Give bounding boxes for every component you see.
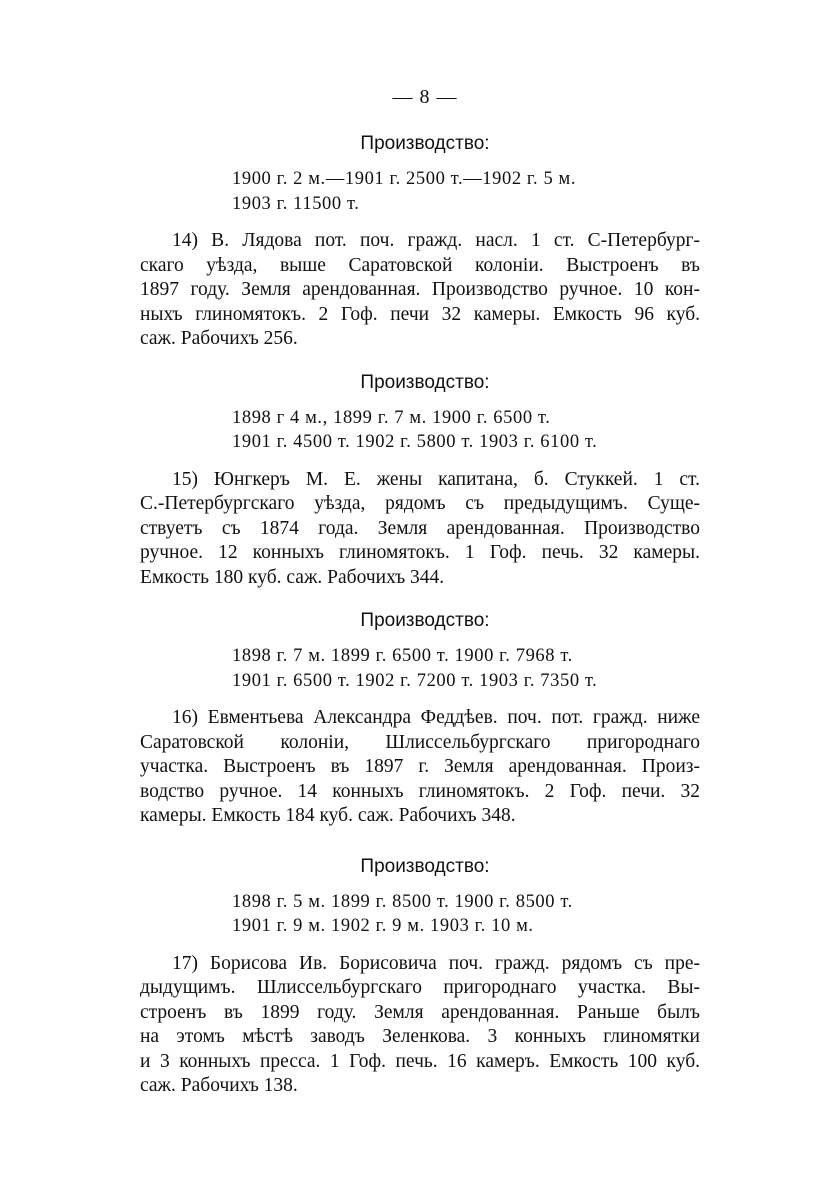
entry-line: скаго уѣзда, выше Саратовской колоніи. Выстроенъ въ bbox=[140, 254, 700, 276]
entry-line: Саратовской колоніи, Шлиссельбургскаго пригороднаго bbox=[140, 731, 700, 753]
entry-line: С.-Петербургскаго уѣзда, рядомъ съ предыдущимъ. Суще- bbox=[140, 493, 700, 514]
production-heading: Производство: bbox=[360, 371, 490, 393]
entry-line: 14) В. Лядова пот. поч. гражд. насл. 1 ст. С-Петербург- bbox=[172, 230, 700, 251]
entry-line: 16) Евментьева Александра Феддѣев. поч. пот. гражд. ниже bbox=[172, 707, 700, 728]
factory-entry bbox=[140, 706, 700, 829]
entry-line: 1897 году. Земля арендованная. Производство ручное. 10 кон- bbox=[140, 279, 700, 300]
production-line: 1898 г. 7 м. 1899 г. 6500 т. 1900 г. 7968 т. bbox=[232, 646, 573, 666]
factory-entry bbox=[140, 952, 700, 1099]
production-figures bbox=[140, 406, 700, 455]
entry-line: строенъ въ 1899 году. Земля арендованная. Раньше былъ bbox=[140, 1001, 700, 1023]
entry-line: Емкость 180 куб. саж. Рабочихъ 344. bbox=[140, 566, 445, 588]
entry-line: саж. Рабочихъ 138. bbox=[140, 1075, 298, 1096]
page-number: — 8 — bbox=[392, 86, 458, 108]
entry-line: дыдущимъ. Шлиссельбургскаго пригороднаго участка. Вы- bbox=[140, 977, 700, 998]
page-content bbox=[140, 132, 700, 1099]
production-figures bbox=[140, 644, 700, 693]
entry-line: и 3 конныхъ пресса. 1 Гоф. печь. 16 камеръ. Емкость 100 куб. bbox=[140, 1050, 700, 1072]
production-heading: Производство: bbox=[360, 855, 490, 877]
production-line: 1903 г. 11500 т. bbox=[232, 193, 360, 214]
production-line: 1900 г. 2 м.—1901 г. 2500 т.—1902 г. 5 м. bbox=[232, 169, 577, 189]
entry-line: ствуетъ съ 1874 года. Земля арендованная. Производство bbox=[140, 517, 700, 539]
entry-line: ныхъ глиномятокъ. 2 Гоф. печи 32 камеры. Емкость 96 куб. bbox=[140, 303, 700, 325]
entry-line: ручное. 12 конныхъ глиномятокъ. 1 Гоф. печь. 32 камеры. bbox=[140, 542, 700, 563]
entry-line: 15) Юнгкеръ М. Е. жены капитана, б. Стуккей. 1 ст. bbox=[172, 468, 700, 490]
production-heading: Производство: bbox=[360, 610, 490, 631]
document-page bbox=[140, 82, 700, 1118]
entry-line: 17) Борисова Ив. Борисовича поч. гражд. рядомъ съ пре- bbox=[172, 952, 700, 974]
factory-entry bbox=[140, 468, 700, 591]
production-line: 1901 г. 4500 т. 1902 г. 5800 т. 1903 г. 6100 т. bbox=[232, 432, 598, 452]
factory-entry bbox=[140, 229, 700, 352]
production-line: 1901 г. 6500 т. 1902 г. 7200 т. 1903 г. 7350 т. bbox=[232, 670, 598, 691]
entry-line: на этомъ мѣстѣ заводъ Зеленкова. 3 конныхъ глиномятки bbox=[140, 1026, 700, 1047]
production-figures bbox=[140, 890, 700, 939]
production-line: 1898 г. 5 м. 1899 г. 8500 т. 1900 г. 8500 т. bbox=[232, 891, 573, 912]
production-heading: Производство: bbox=[360, 133, 490, 154]
entry-line: саж. Рабочихъ 256. bbox=[140, 328, 298, 349]
production-figures bbox=[140, 167, 700, 216]
production-line: 1898 г 4 м., 1899 г. 7 м. 1900 г. 6500 т. bbox=[232, 407, 551, 428]
entry-line: водство ручное. 14 конныхъ глиномятокъ. 2 Гоф. печи. 32 bbox=[140, 780, 700, 802]
entry-line: участка. Выстроенъ въ 1897 г. Земля арендованная. Произ- bbox=[140, 756, 700, 777]
production-line: 1901 г. 9 м. 1902 г. 9 м. 1903 г. 10 м. bbox=[232, 916, 534, 936]
entry-line: камеры. Емкость 184 куб. саж. Рабочихъ 348. bbox=[140, 805, 516, 826]
